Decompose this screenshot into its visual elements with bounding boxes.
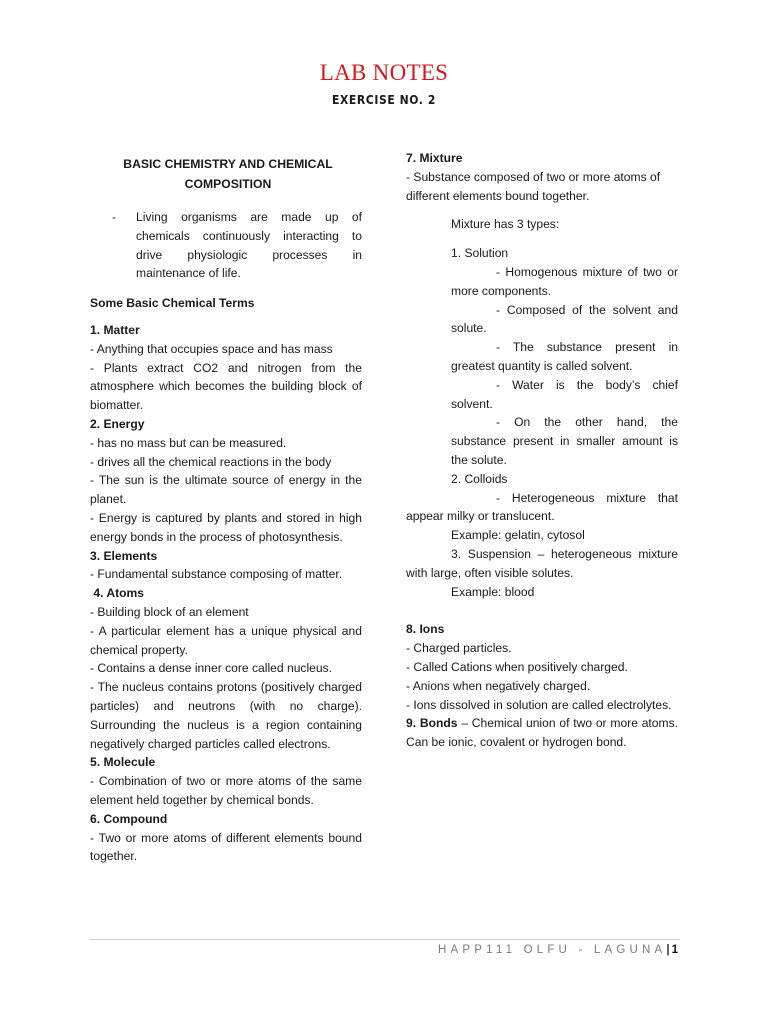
intro-bullet bbox=[112, 208, 362, 283]
solution-point: - On the other hand, the substance present in smaller amount is the solute. bbox=[451, 415, 678, 467]
term-energy-line: - has no mass but can be measured. bbox=[90, 435, 287, 450]
footer-divider bbox=[90, 939, 680, 940]
term-bonds-text: – Chemical union of two or more atoms. Can be ionic, covalent or hydrogen bond. bbox=[406, 716, 678, 750]
term-elements-heading: 3. Elements bbox=[90, 548, 158, 563]
section-title-line-2: COMPOSITION bbox=[184, 177, 272, 191]
exercise-number: EXERCISE NO. 2 bbox=[332, 93, 436, 107]
term-bonds bbox=[406, 714, 678, 752]
page-footer bbox=[438, 944, 678, 956]
term-atoms-line: - Building block of an element bbox=[90, 604, 249, 619]
intro-text: Living organisms are made up of chemicals continuously interacting to drive physiologic processes in maintenance of life. bbox=[136, 210, 362, 281]
section-title bbox=[90, 154, 362, 194]
term-energy-line: - Energy is captured by plants and stored in high energy bonds in the process of photosynthesis. bbox=[90, 510, 362, 544]
term-ions-heading: 8. Ions bbox=[406, 622, 445, 637]
term-atoms-line: - A particular element has a unique physical and chemical property. bbox=[90, 623, 362, 657]
mixture-types: Mixture has 3 types: bbox=[451, 217, 560, 232]
term-compound-heading: 6. Compound bbox=[90, 811, 168, 826]
term-molecule-line: - Combination of two or more atoms of the same element held together by chemical bonds. bbox=[90, 774, 362, 807]
term-atoms-heading: 4. Atoms bbox=[90, 586, 144, 601]
term-matter-heading: 1. Matter bbox=[90, 322, 140, 337]
solution-point: - Water is the body’s chief solvent. bbox=[451, 377, 678, 411]
term-ions-line: - Called Cations when positively charged. bbox=[406, 659, 628, 674]
solution-heading: 1. Solution bbox=[451, 246, 509, 261]
term-mixture-line: - Substance composed of two or more atoms of different elements bound together. bbox=[406, 169, 661, 203]
term-compound-line: - Two or more atoms of different elements bound together. bbox=[90, 830, 362, 864]
term-ions-line: - Anions when negatively charged. bbox=[406, 678, 591, 693]
term-mixture-heading: 7. Mixture bbox=[406, 151, 463, 165]
section-title-line-1: BASIC CHEMISTRY AND CHEMICAL bbox=[123, 157, 333, 171]
term-matter-line: - Anything that occupies space and has mass bbox=[90, 341, 333, 356]
term-ions-line: - Charged particles. bbox=[406, 641, 512, 656]
term-matter-line: - Plants extract CO2 and nitrogen from the atmosphere which becomes the building block of biomatter. bbox=[90, 360, 362, 413]
left-column bbox=[90, 154, 362, 866]
colloids-heading: 2. Colloids bbox=[451, 471, 508, 486]
colloids-point: - Heterogeneous mixture that appear milky or translucent. bbox=[406, 490, 678, 524]
solution-point: - Composed of the solvent and solute. bbox=[451, 302, 678, 336]
footer-course: HAPP111 OLFU - LAGUNA bbox=[438, 944, 667, 956]
solution-point: - The substance present in greatest quantity is called solvent. bbox=[451, 340, 678, 373]
term-energy-line: - drives all the chemical reactions in the body bbox=[90, 454, 332, 469]
page-number: 1 bbox=[671, 944, 678, 956]
suspension-example: Example: blood bbox=[451, 584, 535, 599]
term-elements-line: - Fundamental substance composing of matter. bbox=[90, 567, 343, 582]
term-atoms-line: - The nucleus contains protons (positively charged particles) and neutrons (with no charge). Surrounding the nucleus is a region containing negatively charged particles called electrons. bbox=[90, 680, 362, 751]
footer-separator: | bbox=[666, 944, 672, 956]
solution-point: - Homogenous mixture of two or more components. bbox=[451, 264, 678, 298]
terms-heading: Some Basic Chemical Terms bbox=[90, 296, 255, 311]
bullet-dash: - bbox=[112, 210, 117, 224]
term-bonds-heading: 9. Bonds bbox=[406, 716, 458, 731]
term-energy-heading: 2. Energy bbox=[90, 416, 145, 431]
colloids-example: Example: gelatin, cytosol bbox=[451, 528, 585, 543]
term-molecule-heading: 5. Molecule bbox=[90, 755, 156, 770]
suspension-text: 3. Suspension – heterogeneous mixture with large, often visible solutes. bbox=[406, 546, 678, 580]
term-energy-line: - The sun is the ultimate source of energy in the planet. bbox=[90, 473, 362, 507]
term-ions-line: - Ions dissolved in solution are called electrolytes. bbox=[406, 697, 672, 712]
term-atoms-line: - Contains a dense inner core called nucleus. bbox=[90, 661, 333, 676]
page-title: LAB NOTES bbox=[319, 60, 449, 85]
right-column bbox=[406, 149, 678, 752]
